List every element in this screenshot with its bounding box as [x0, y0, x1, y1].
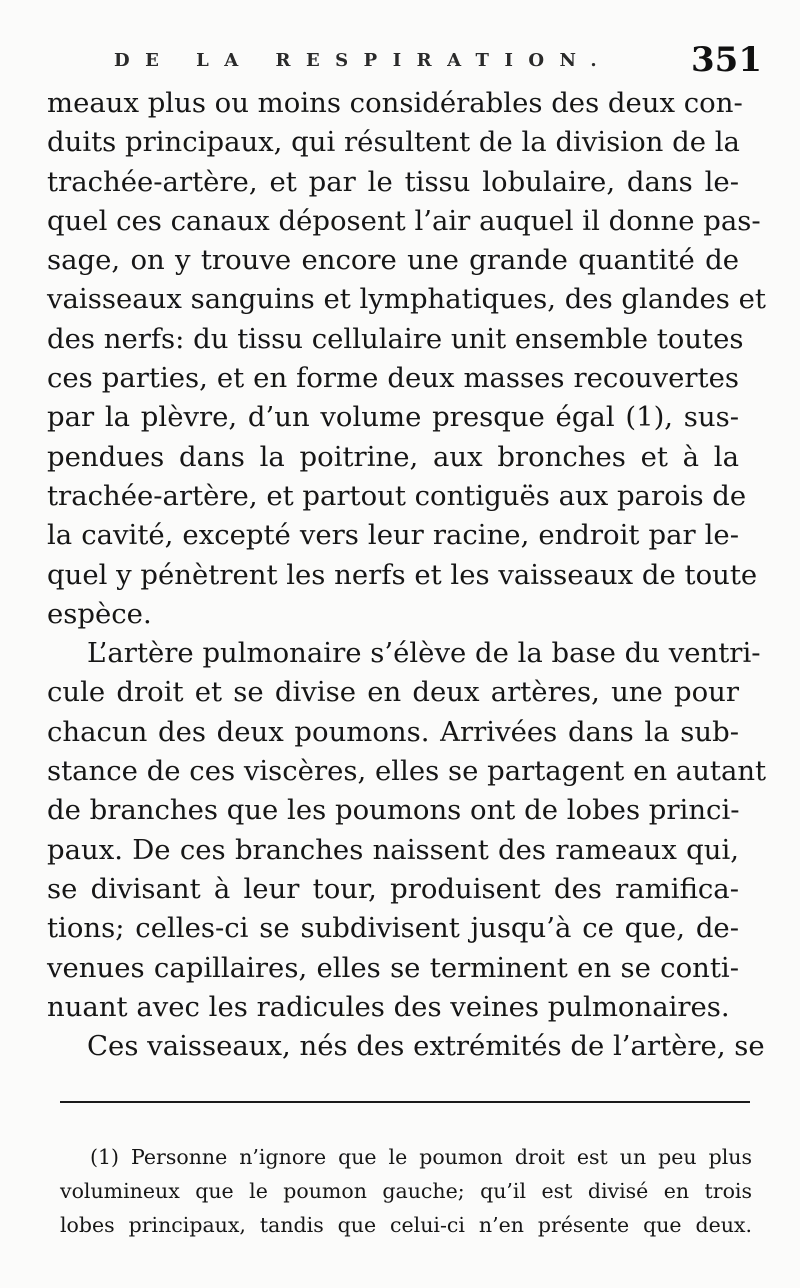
text-line: de branches que les poumons ont de lobes princi-	[47, 794, 740, 827]
text-line: nuant avec les radicules des veines pulmonaires.	[47, 990, 730, 1023]
footnote-line: (1) Personne n’ignore que le poumon droit est un peu plus	[90, 1145, 752, 1169]
text-line: se divisant à leur tour, produisent des ramifica-	[47, 872, 739, 905]
footnote	[60, 1140, 752, 1242]
text-line: tions; celles-ci se subdivisent jusqu’à ce que, de-	[47, 912, 739, 945]
text-line: quel ces canaux déposent l’air auquel il donne pas-	[47, 204, 761, 237]
running-head: DE LA RESPIRATION.	[114, 50, 613, 71]
text-line: la cavité, excepté vers leur racine, endroit par le-	[47, 519, 739, 552]
paragraph-first-line: L’artère pulmonaire s’élève de la base du ventri-	[87, 637, 761, 670]
text-line: stance de ces viscères, elles se partagent en autant	[47, 755, 767, 788]
text-line: pendues dans la poitrine, aux bronches et à la	[47, 440, 739, 473]
text-line: chacun des deux poumons. Arrivées dans la sub-	[47, 715, 739, 748]
text-line: meaux plus ou moins considérables des deux con-	[47, 87, 743, 119]
text-line: trachée-artère, et partout contiguës aux parois de	[47, 479, 747, 512]
text-line: espèce.	[47, 597, 152, 630]
text-line: par la plèvre, d’un volume presque égal (1), sus-	[47, 401, 739, 434]
body-text	[47, 84, 767, 1066]
text-line: venues capillaires, elles se terminent en se conti-	[47, 951, 739, 984]
text-line: vaisseaux sanguins et lymphatiques, des glandes et	[47, 283, 766, 316]
text-line: quel y pénètrent les nerfs et les vaisseaux de toute	[47, 558, 758, 591]
paragraph-first-line: Ces vaisseaux, nés des extrémités de l’artère, se	[87, 1030, 765, 1063]
text-line: des nerfs: du tissu cellulaire unit ensemble toutes	[47, 322, 744, 355]
text-line: trachée-artère, et par le tissu lobulaire, dans le-	[47, 165, 739, 198]
footnote-line: volumineux que le poumon gauche; qu’il est divisé en trois	[60, 1179, 752, 1203]
text-line: duits principaux, qui résultent de la division de la	[47, 126, 740, 159]
text-line: cule droit et se divise en deux artères, une pour	[47, 676, 739, 709]
page-header	[60, 40, 760, 90]
text-line: ces parties, et en forme deux masses recouvertes	[47, 362, 739, 395]
text-line: sage, on y trouve encore une grande quantité de	[47, 244, 739, 277]
page-number: 351	[691, 40, 762, 80]
footnote-line: lobes principaux, tandis que celui-ci n’en présente que deux.	[60, 1213, 752, 1237]
text-line: paux. De ces branches naissent des rameaux qui,	[47, 833, 739, 866]
footnote-rule	[60, 1101, 750, 1103]
